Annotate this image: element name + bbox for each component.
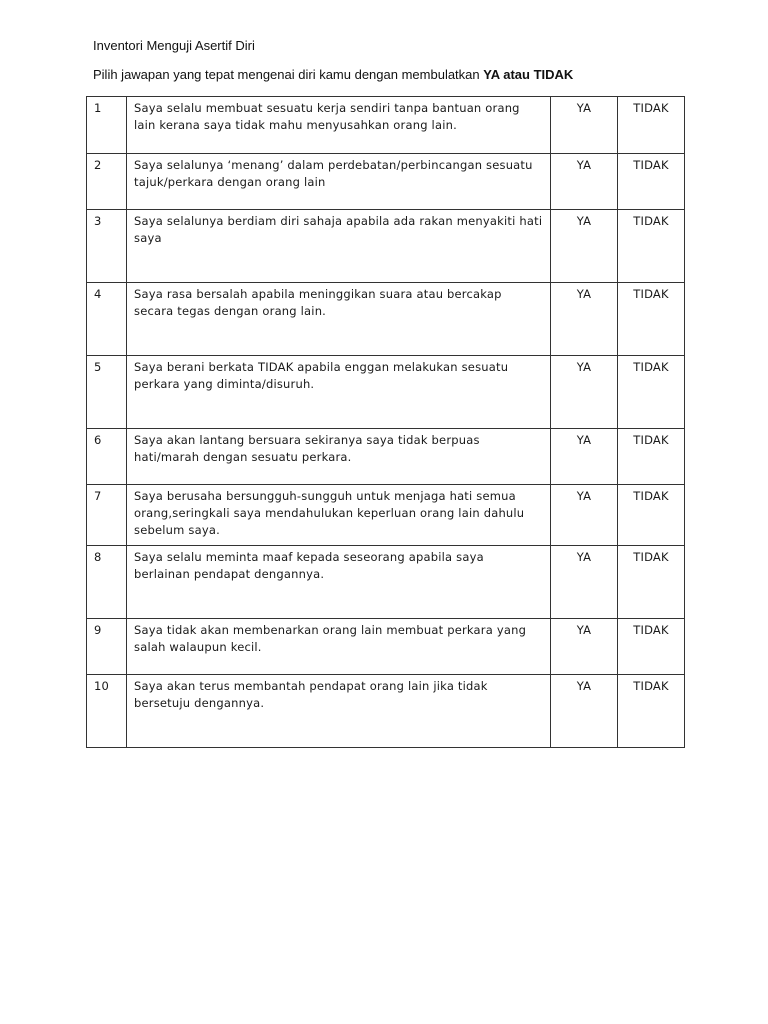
no-option[interactable]: TIDAK bbox=[618, 210, 685, 283]
instruction-prefix: Pilih jawapan yang tepat mengenai diri kamu dengan membulatkan bbox=[93, 67, 484, 82]
yes-option[interactable]: YA bbox=[551, 675, 618, 748]
yes-option[interactable]: YA bbox=[551, 429, 618, 485]
table-row bbox=[87, 283, 685, 356]
yes-option[interactable]: YA bbox=[551, 485, 618, 546]
table-row bbox=[87, 546, 685, 619]
item-number: 9 bbox=[87, 619, 127, 675]
table-row bbox=[87, 97, 685, 154]
table-row bbox=[87, 675, 685, 748]
item-statement: Saya akan lantang bersuara sekiranya saya tidak berpuas hati/marah dengan sesuatu perkara. bbox=[127, 429, 551, 485]
table-row bbox=[87, 210, 685, 283]
item-statement: Saya selalunya berdiam diri sahaja apabila ada rakan menyakiti hati saya bbox=[127, 210, 551, 283]
item-number: 2 bbox=[87, 154, 127, 210]
yes-option[interactable]: YA bbox=[551, 97, 618, 154]
item-number: 5 bbox=[87, 356, 127, 429]
item-statement: Saya akan terus membantah pendapat orang lain jika tidak bersetuju dengannya. bbox=[127, 675, 551, 748]
no-option[interactable]: TIDAK bbox=[618, 97, 685, 154]
yes-option[interactable]: YA bbox=[551, 546, 618, 619]
item-statement: Saya berusaha bersungguh-sungguh untuk menjaga hati semua orang,seringkali saya mendahulukan keperluan orang lain dahulu sebelum saya. bbox=[127, 485, 551, 546]
item-statement: Saya tidak akan membenarkan orang lain membuat perkara yang salah walaupun kecil. bbox=[127, 619, 551, 675]
item-number: 10 bbox=[87, 675, 127, 748]
table-row bbox=[87, 429, 685, 485]
inventory-table bbox=[86, 96, 685, 748]
item-number: 6 bbox=[87, 429, 127, 485]
document-title: Inventori Menguji Asertif Diri bbox=[93, 38, 255, 53]
no-option[interactable]: TIDAK bbox=[618, 283, 685, 356]
item-statement: Saya rasa bersalah apabila meninggikan suara atau bercakap secara tegas dengan orang lain. bbox=[127, 283, 551, 356]
instruction-text bbox=[93, 67, 573, 82]
item-statement: Saya selalu meminta maaf kepada seseorang apabila saya berlainan pendapat dengannya. bbox=[127, 546, 551, 619]
yes-option[interactable]: YA bbox=[551, 210, 618, 283]
no-option[interactable]: TIDAK bbox=[618, 154, 685, 210]
yes-option[interactable]: YA bbox=[551, 619, 618, 675]
table-row bbox=[87, 154, 685, 210]
no-option[interactable]: TIDAK bbox=[618, 546, 685, 619]
item-number: 7 bbox=[87, 485, 127, 546]
yes-option[interactable]: YA bbox=[551, 356, 618, 429]
instruction-emphasis: YA atau TIDAK bbox=[483, 67, 574, 82]
item-number: 8 bbox=[87, 546, 127, 619]
no-option[interactable]: TIDAK bbox=[618, 356, 685, 429]
no-option[interactable]: TIDAK bbox=[618, 619, 685, 675]
table-row bbox=[87, 356, 685, 429]
item-number: 1 bbox=[87, 97, 127, 154]
table-row bbox=[87, 619, 685, 675]
yes-option[interactable]: YA bbox=[551, 283, 618, 356]
no-option[interactable]: TIDAK bbox=[618, 675, 685, 748]
no-option[interactable]: TIDAK bbox=[618, 485, 685, 546]
yes-option[interactable]: YA bbox=[551, 154, 618, 210]
table-row bbox=[87, 485, 685, 546]
item-statement: Saya selalunya ‘menang’ dalam perdebatan/perbincangan sesuatu tajuk/perkara dengan orang lain bbox=[127, 154, 551, 210]
item-number: 3 bbox=[87, 210, 127, 283]
item-statement: Saya berani berkata TIDAK apabila enggan melakukan sesuatu perkara yang diminta/disuruh. bbox=[127, 356, 551, 429]
item-number: 4 bbox=[87, 283, 127, 356]
no-option[interactable]: TIDAK bbox=[618, 429, 685, 485]
item-statement: Saya selalu membuat sesuatu kerja sendiri tanpa bantuan orang lain kerana saya tidak mahu menyusahkan orang lain. bbox=[127, 97, 551, 154]
